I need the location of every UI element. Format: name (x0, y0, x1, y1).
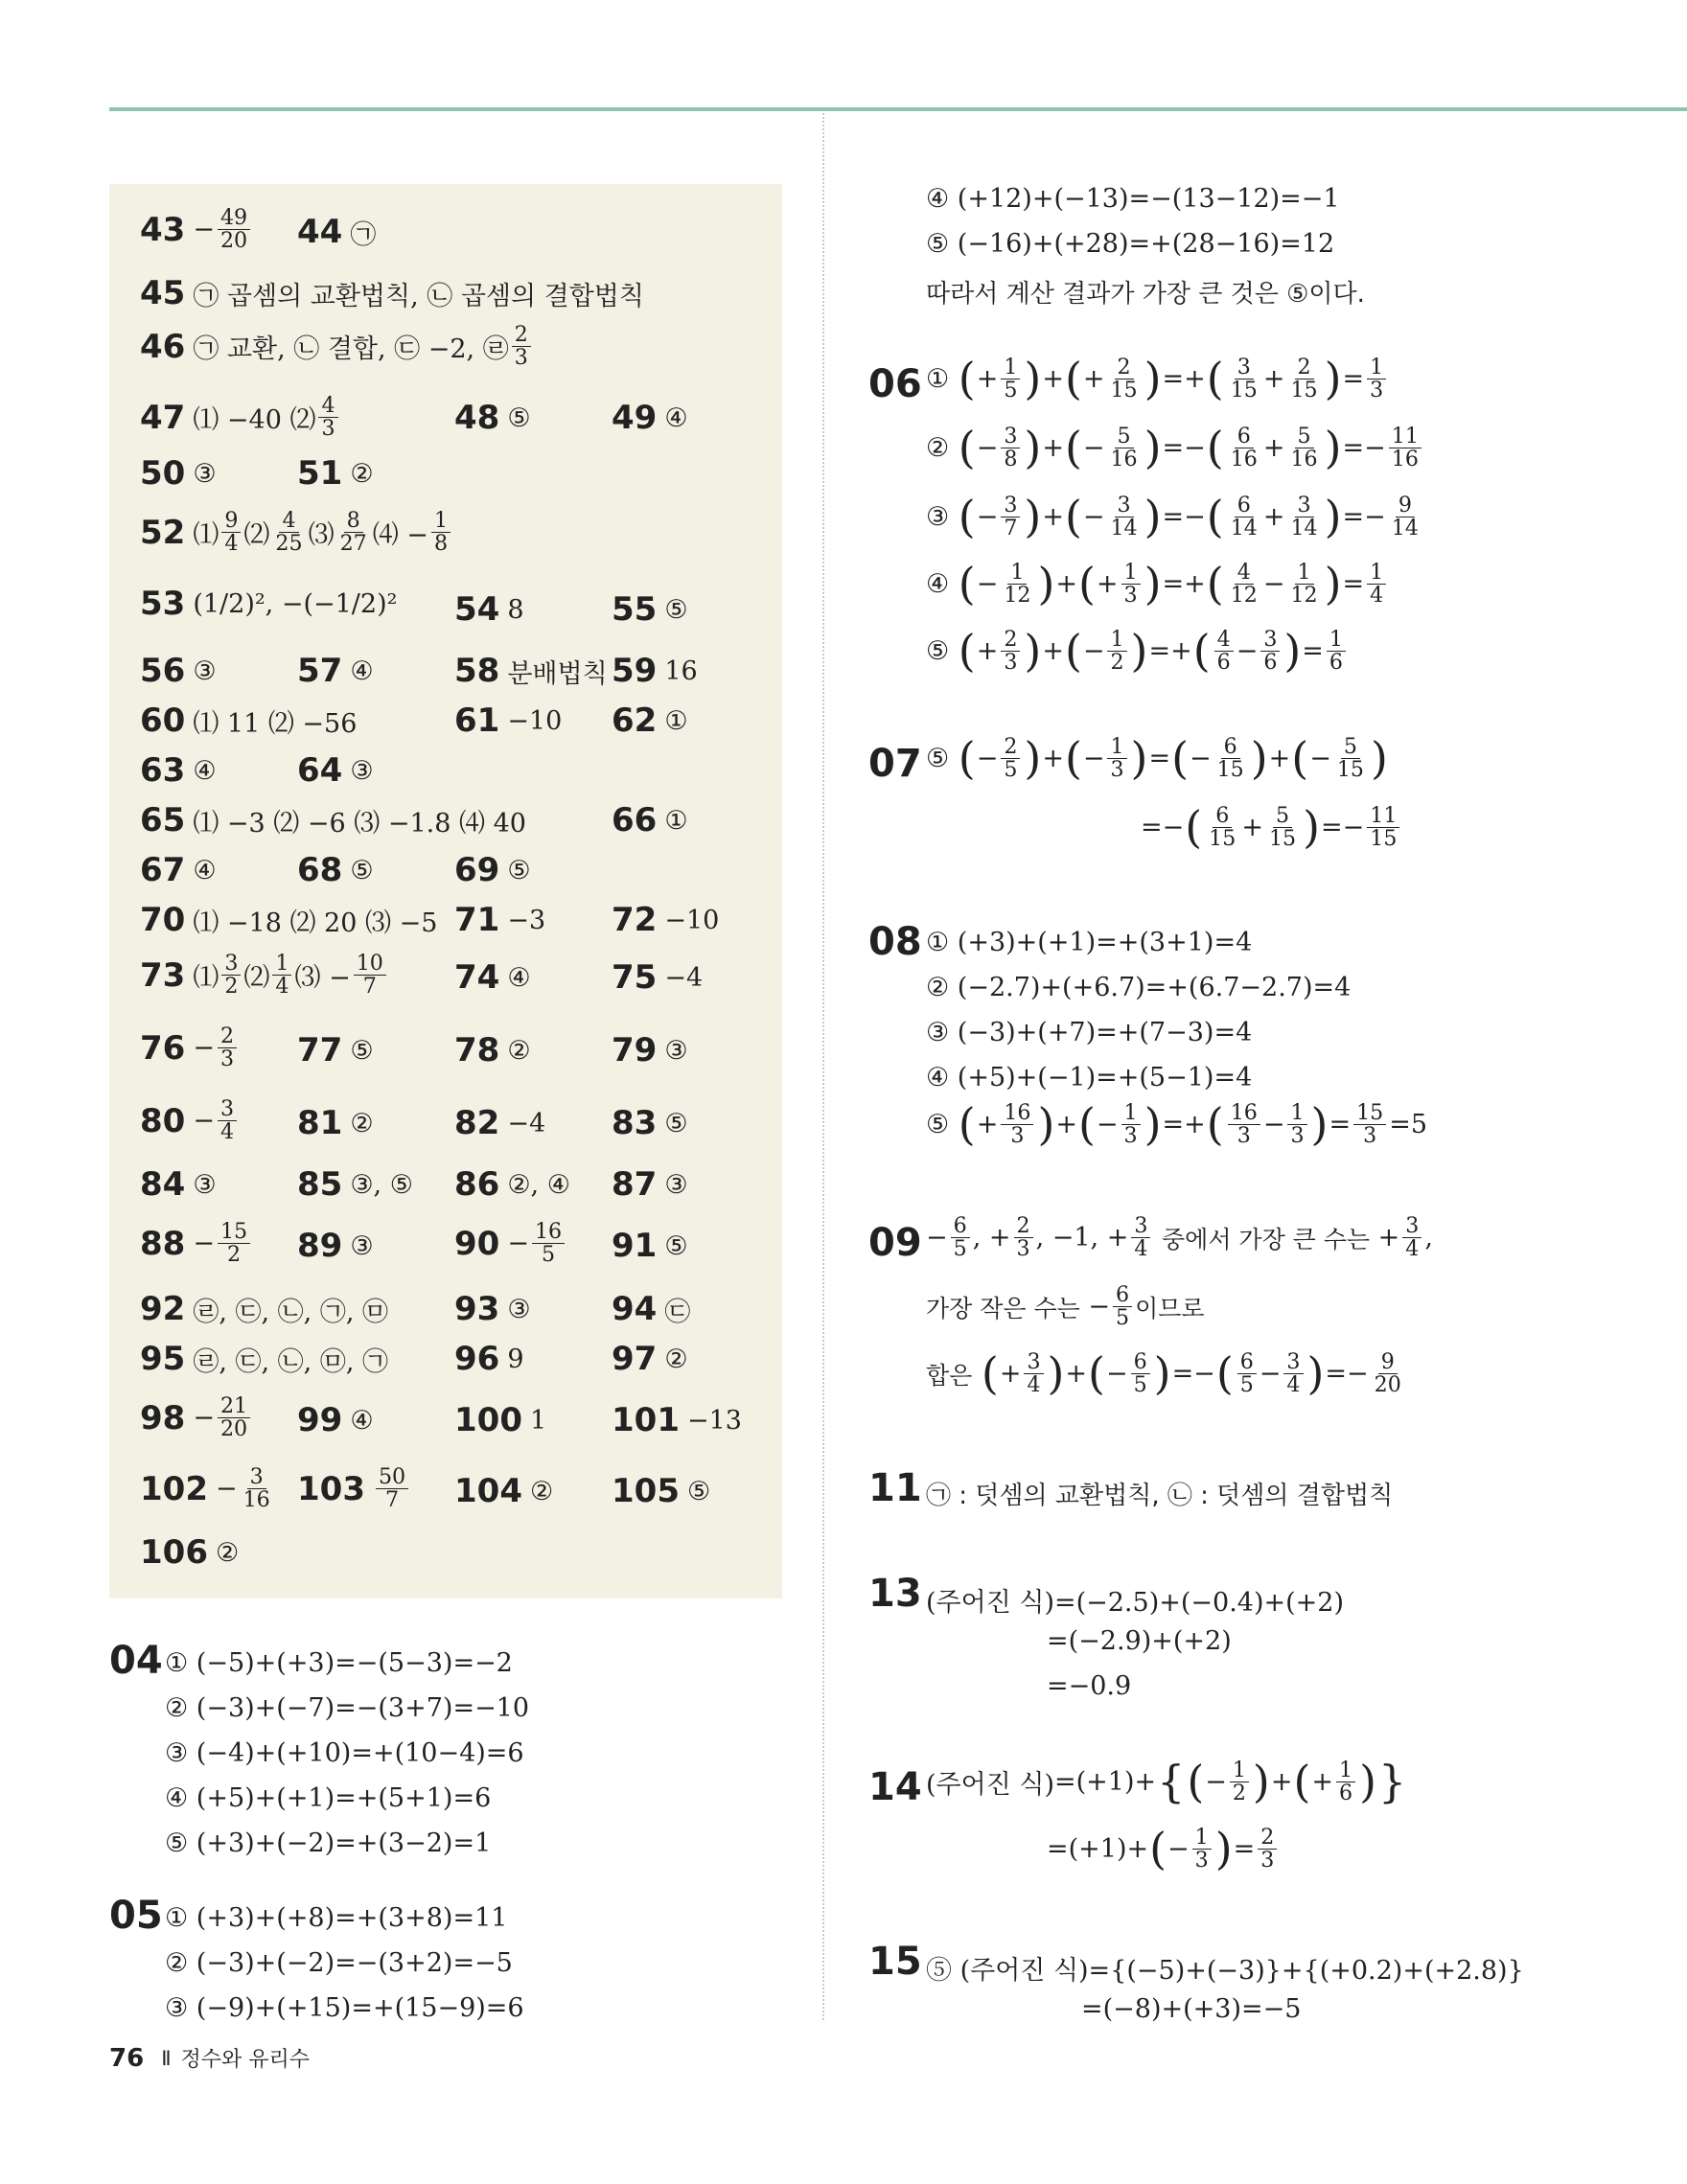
answer-92: 92 ㉣, ㉢, ㉡, ㉠, ㉤ (140, 1290, 388, 1328)
answer-91: 91 ⑤ (612, 1227, 688, 1265)
answer-75: 75 −4 (612, 958, 704, 997)
q13-line-3: =−0.9 (1047, 1671, 1132, 1701)
q05-conclusion: 따라서 계산 결과가 가장 큰 것은 ⑤이다. (926, 280, 1365, 309)
answer-62: 62 ① (612, 701, 688, 740)
q06-line-1: ① ( + $\frac{1}{5}$ ) + ( + $\frac{2}{15}$ ) =+ ( $\frac{3}{15}$ + $\frac{2}{15}$ ) = $\frac{1}{3}$ (926, 356, 1389, 402)
question-14-number: 14 (868, 1765, 922, 1809)
answer-104: 104 ② (454, 1472, 554, 1510)
answer-63: 63 ④ (140, 751, 217, 790)
q04-line-4: ④ (+5)+(+1)=+(5+1)=6 (165, 1783, 492, 1813)
answer-59: 59 16 (612, 652, 698, 690)
answer-78: 78 ② (454, 1031, 531, 1069)
answer-50: 50 ③ (140, 454, 217, 493)
q06-line-3: ③ ( − $\frac{3}{7}$ ) + ( − $\frac{3}{14}$ ) =− ( $\frac{6}{14}$ + $\frac{3}{14}$ ) =− $\frac{9}{14}$ (926, 491, 1419, 543)
page-number: 76 (109, 2043, 145, 2073)
answer-73: 73 ⑴ $\frac{3}{2}$ ⑵ $\frac{1}{4}$ ⑶ − $\frac{10}{7}$ (140, 953, 389, 998)
q15-line-1: ⑤ (주어진 식)={(−5)+(−3)}+{(+0.2)+(+2.8)} (926, 1956, 1524, 1986)
answer-97: 97 ② (612, 1340, 688, 1378)
question-04-number: 04 (109, 1639, 163, 1683)
q05-line-5: ⑤ (−16)+(+28)=+(28−16)=12 (926, 229, 1335, 259)
answer-98: 98 − $\frac{21}{20}$ (140, 1395, 253, 1440)
q09-line-1: − $\frac{6}{5}$ , + $\frac{2}{3}$ , −1, + $\frac{3}{4}$ 중에서 가장 큰 수는 + $\frac{3}{4}$ , (926, 1213, 1433, 1262)
answer-76: 76 − $\frac{2}{3}$ (140, 1025, 240, 1070)
q09-line-2: 가장 작은 수는 − $\frac{6}{5}$ 이므로 (926, 1282, 1205, 1331)
q14-line-2: =(+1)+ ( − $\frac{1}{3}$ ) = $\frac{2}{3}$ (1047, 1827, 1280, 1872)
chapter-number: Ⅱ (161, 2046, 172, 2070)
q05-line-2: ② (−3)+(−2)=−(3+2)=−5 (165, 1948, 513, 1978)
q08-line-4: ④ (+5)+(−1)=+(5−1)=4 (926, 1063, 1253, 1092)
q04-line-3: ③ (−4)+(+10)=+(10−4)=6 (165, 1738, 524, 1768)
answer-106: 106 ② (140, 1533, 240, 1572)
question-09-number: 09 (868, 1221, 922, 1265)
q05-line-3: ③ (−9)+(+15)=+(15−9)=6 (165, 1993, 524, 2023)
question-05-number: 05 (109, 1894, 163, 1938)
answer-46: 46 ㉠ 교환, ㉡ 결합, ㉢ −2, ㉣ $\frac{2}{3}$ (140, 324, 534, 369)
q05-line-4: ④ (+12)+(−13)=−(13−12)=−1 (926, 184, 1340, 214)
answer-95: 95 ㉣, ㉢, ㉡, ㉤, ㉠ (140, 1340, 388, 1378)
answer-66: 66 ① (612, 801, 688, 839)
answer-102: 102 − $\frac{3}{16}$ (140, 1464, 270, 1513)
answer-57: 57 ④ (297, 652, 374, 690)
question-08-number: 08 (868, 920, 922, 964)
answer-45: 45 ㉠ 곱셈의 교환법칙, ㉡ 곱셈의 결합법칙 (140, 274, 644, 312)
answer-83: 83 ⑤ (612, 1104, 688, 1142)
answer-61: 61 −10 (454, 701, 563, 740)
answer-96: 96 9 (454, 1340, 524, 1378)
answer-77: 77 ⑤ (297, 1031, 374, 1069)
q11-line-1: ㉠ : 덧셈의 교환법칙, ㉡ : 덧셈의 결합법칙 (926, 1482, 1394, 1510)
answer-103: 103 $\frac{50}{7}$ (297, 1466, 411, 1511)
answer-90: 90 − $\frac{16}{5}$ (454, 1221, 567, 1266)
answer-56: 56 ③ (140, 652, 217, 690)
q08-line-2: ② (−2.7)+(+6.7)=+(6.7−2.7)=4 (926, 973, 1352, 1002)
question-11-number: 11 (868, 1466, 922, 1510)
answer-43: 43 − $\frac{49}{20}$ (140, 207, 253, 252)
q13-line-2: =(−2.9)+(+2) (1047, 1626, 1232, 1656)
answer-52: 52 ⑴ $\frac{9}{4}$ ⑵ $\frac{4}{25}$ ⑶ $\frac{8}{27}$ ⑷ − $\frac{1}{8}$ (140, 510, 453, 555)
answer-58: 58 분배법칙 (454, 652, 608, 690)
answer-101: 101 −13 (612, 1401, 742, 1439)
q06-line-2: ② ( − $\frac{3}{8}$ ) + ( − $\frac{5}{16}$ ) =− ( $\frac{6}{16}$ + $\frac{5}{16}$ ) =− $\frac{11}{16}$ (926, 425, 1424, 471)
column-divider (822, 113, 824, 2020)
answer-60: 60 ⑴ 11 ⑵ −56 (140, 701, 358, 740)
answer-69: 69 ⑤ (454, 851, 531, 889)
answer-51: 51 ② (297, 454, 374, 493)
answer-70: 70 ⑴ −18 ⑵ 20 ⑶ −5 (140, 901, 438, 939)
answer-87: 87 ③ (612, 1165, 688, 1204)
answer-86: 86 ②, ④ (454, 1165, 570, 1204)
answer-68: 68 ⑤ (297, 851, 374, 889)
chapter-title: 정수와 유리수 (180, 2048, 311, 2072)
q04-line-5: ⑤ (+3)+(−2)=+(3−2)=1 (165, 1828, 492, 1858)
answer-55: 55 ⑤ (612, 590, 688, 629)
answer-89: 89 ③ (297, 1227, 374, 1265)
answer-93: 93 ③ (454, 1290, 531, 1328)
header-rule (109, 107, 1687, 111)
question-07-number: 07 (868, 742, 922, 786)
q08-line-1: ① (+3)+(+1)=+(3+1)=4 (926, 928, 1253, 957)
answer-49: 49 ④ (612, 399, 688, 437)
answer-80: 80 − $\frac{3}{4}$ (140, 1098, 240, 1143)
question-06-number: 06 (868, 362, 922, 406)
answer-71: 71 −3 (454, 901, 546, 939)
answer-84: 84 ③ (140, 1165, 217, 1204)
answer-44: 44 ㉠ (297, 213, 377, 251)
q05-line-1: ① (+3)+(+8)=+(3+8)=11 (165, 1903, 508, 1933)
q08-line-3: ③ (−3)+(+7)=+(7−3)=4 (926, 1018, 1253, 1047)
question-13-number: 13 (868, 1572, 922, 1616)
answer-64: 64 ③ (297, 751, 374, 790)
q06-line-4: ④ ( − $\frac{1}{12}$ ) + ( + $\frac{1}{3}$ ) =+ ( $\frac{4}{12}$ − $\frac{1}{12}$ ) = $\frac{1}{4}$ (926, 562, 1389, 607)
answer-94: 94 ㉢ (612, 1290, 691, 1328)
answer-72: 72 −10 (612, 901, 720, 939)
answer-99: 99 ④ (297, 1401, 374, 1439)
answer-105: 105 ⑤ (612, 1472, 711, 1510)
q15-line-2: =(−8)+(+3)=−5 (1081, 1994, 1302, 2024)
q06-line-5: ⑤ ( + $\frac{2}{3}$ ) + ( − $\frac{1}{2}$ ) =+ ( $\frac{4}{6}$ − $\frac{3}{6}$ ) = $\frac{1}{6}$ (926, 629, 1349, 674)
answer-82: 82 −4 (454, 1104, 546, 1142)
answer-74: 74 ④ (454, 958, 531, 997)
answer-79: 79 ③ (612, 1031, 688, 1069)
answer-88: 88 − $\frac{15}{2}$ (140, 1221, 253, 1266)
q14-line-1: (주어진 식) =(+1)+ { ( − $\frac{1}{2}$ ) + ( + $\frac{1}{6}$ ) } (926, 1756, 1407, 1808)
q04-line-1: ① (−5)+(+3)=−(5−3)=−2 (165, 1648, 513, 1678)
q13-line-1: (주어진 식)=(−2.5)+(−0.4)+(+2) (926, 1588, 1344, 1618)
answer-53: 53 (1/2)², −(−1/2)² (140, 585, 398, 623)
q08-line-5: ⑤ ( + $\frac{16}{3}$ ) + ( − $\frac{1}{3}$ ) =+ ( $\frac{16}{3}$ − $\frac{1}{3}$ ) = $\frac{15}{3}$ =5 (926, 1098, 1428, 1151)
answer-81: 81 ② (297, 1104, 374, 1142)
q07-line-2: =− ( $\frac{6}{15}$ + $\frac{5}{15}$ ) =− $\frac{11}{15}$ (1141, 805, 1402, 850)
answer-100: 100 1 (454, 1401, 547, 1439)
page-footer (109, 2043, 310, 2073)
answer-54: 54 8 (454, 590, 524, 629)
answer-48: 48 ⑤ (454, 399, 531, 437)
q04-line-2: ② (−3)+(−7)=−(3+7)=−10 (165, 1693, 530, 1723)
answer-67: 67 ④ (140, 851, 217, 889)
q09-line-3: 합은 ( + $\frac{3}{4}$ ) + ( − $\frac{6}{5}$ ) =− ( $\frac{6}{5}$ − $\frac{3}{4}$ ) =− $\frac{9}{20}$ (926, 1347, 1401, 1400)
answer-65: 65 ⑴ −3 ⑵ −6 ⑶ −1.8 ⑷ 40 (140, 801, 526, 839)
question-15-number: 15 (868, 1940, 922, 1984)
q07-line-1: ⑤ ( − $\frac{2}{5}$ ) + ( − $\frac{1}{3}$ ) = ( − $\frac{6}{15}$ ) + ( − $\frac{5}{15}$ ) (926, 732, 1388, 785)
answer-85: 85 ③, ⑤ (297, 1165, 413, 1204)
answer-47: 47 ⑴ −40 ⑵ $\frac{4}{3}$ (140, 395, 341, 440)
